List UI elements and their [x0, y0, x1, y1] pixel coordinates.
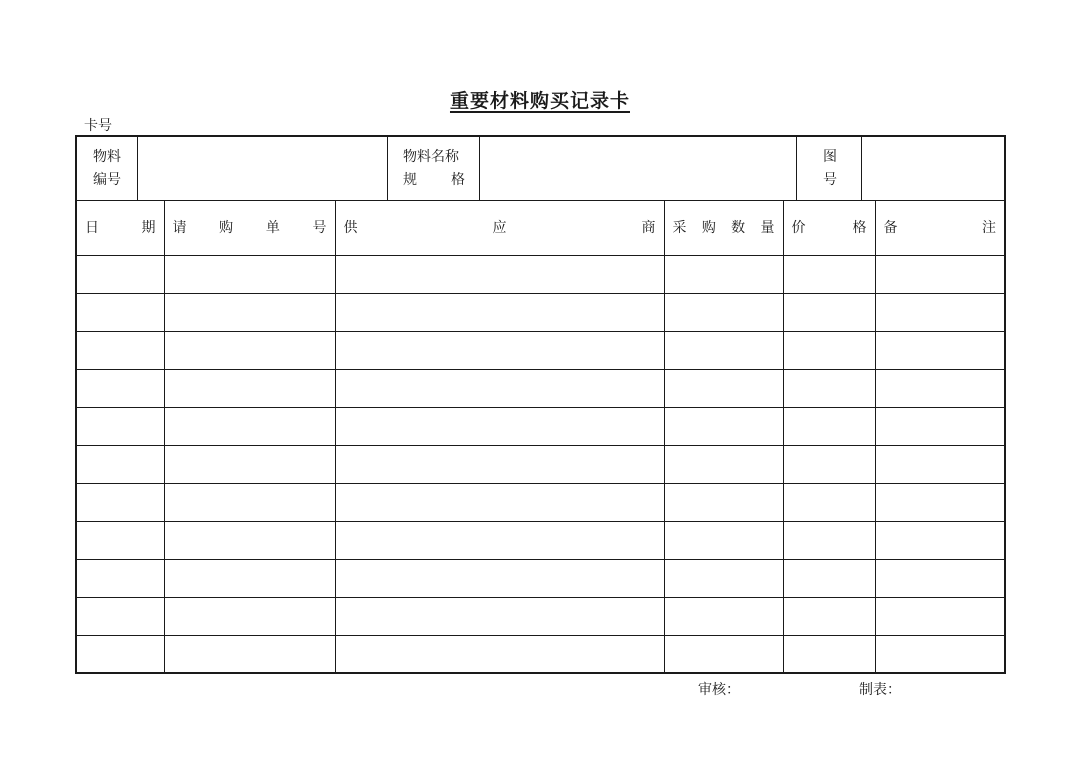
- date-cell[interactable]: [77, 407, 164, 445]
- remarks-cell[interactable]: [875, 331, 1004, 369]
- table-row: [77, 483, 1004, 521]
- table-row: [77, 521, 1004, 559]
- price-cell[interactable]: [783, 635, 875, 673]
- header-char: 购: [701, 220, 716, 237]
- date-cell[interactable]: [77, 293, 164, 331]
- date-cell[interactable]: [77, 521, 164, 559]
- header-char: 数: [731, 220, 746, 237]
- header-char: 请: [172, 220, 187, 237]
- column-header-row: [77, 200, 1004, 255]
- supplier-cell[interactable]: [335, 635, 664, 673]
- remarks-cell[interactable]: [875, 597, 1004, 635]
- spec-char: 格: [451, 172, 465, 188]
- price-cell[interactable]: [783, 407, 875, 445]
- header-char: 商: [641, 220, 656, 237]
- price-cell[interactable]: [783, 331, 875, 369]
- column-header-date: [77, 200, 164, 255]
- column-header-remarks: [875, 200, 1004, 255]
- divider: [387, 137, 388, 200]
- header-char: 日: [85, 220, 99, 237]
- material-code-field[interactable]: [138, 137, 387, 200]
- date-cell[interactable]: [77, 635, 164, 673]
- requisition-number-cell[interactable]: [164, 369, 335, 407]
- table-row: [77, 407, 1004, 445]
- table-row: [77, 635, 1004, 673]
- requisition-number-cell[interactable]: [164, 635, 335, 673]
- purchase-records-grid: [77, 200, 1004, 673]
- supplier-cell[interactable]: [335, 483, 664, 521]
- purchase-quantity-cell[interactable]: [664, 521, 783, 559]
- supplier-cell[interactable]: [335, 407, 664, 445]
- header-fields-row: [77, 137, 1004, 201]
- record-card-table: [75, 135, 1006, 674]
- purchase-quantity-cell[interactable]: [664, 293, 783, 331]
- header-char: 购: [219, 220, 234, 237]
- purchase-quantity-cell[interactable]: [664, 635, 783, 673]
- remarks-cell[interactable]: [875, 293, 1004, 331]
- supplier-cell[interactable]: [335, 559, 664, 597]
- review-label: 审核：: [698, 682, 740, 698]
- purchase-quantity-cell[interactable]: [664, 597, 783, 635]
- requisition-number-cell[interactable]: [164, 293, 335, 331]
- price-cell[interactable]: [783, 369, 875, 407]
- price-cell[interactable]: [783, 521, 875, 559]
- material-name-spec-label: 物料名称 规 格: [403, 146, 465, 192]
- date-cell[interactable]: [77, 483, 164, 521]
- purchase-quantity-cell[interactable]: [664, 255, 783, 293]
- remarks-cell[interactable]: [875, 407, 1004, 445]
- header-char: 价: [791, 220, 806, 237]
- price-cell[interactable]: [783, 559, 875, 597]
- document-title: 重要材料购买记录卡: [449, 90, 630, 112]
- purchase-quantity-cell[interactable]: [664, 369, 783, 407]
- material-code-label: 物料 编号: [93, 149, 121, 188]
- table-row: [77, 597, 1004, 635]
- supplier-cell[interactable]: [335, 445, 664, 483]
- requisition-number-cell[interactable]: [164, 559, 335, 597]
- column-header-purchase-quantity: [664, 200, 783, 255]
- header-char: 期: [141, 220, 156, 237]
- card-number-label: 卡号: [84, 118, 112, 134]
- column-header-price: [783, 200, 875, 255]
- table-row: [77, 559, 1004, 597]
- header-char: 单: [265, 220, 280, 237]
- remarks-cell[interactable]: [875, 445, 1004, 483]
- supplier-cell[interactable]: [335, 597, 664, 635]
- purchase-quantity-cell[interactable]: [664, 331, 783, 369]
- header-char: 量: [760, 220, 775, 237]
- spec-char: 规: [403, 172, 417, 188]
- header-char: 应: [492, 220, 507, 237]
- divider: [796, 137, 797, 200]
- spec-label: [403, 169, 465, 192]
- material-name-spec-field[interactable]: [480, 137, 796, 200]
- purchase-quantity-cell[interactable]: [664, 445, 783, 483]
- purchase-quantity-cell[interactable]: [664, 407, 783, 445]
- remarks-cell[interactable]: [875, 521, 1004, 559]
- header-char: 格: [852, 220, 867, 237]
- date-cell[interactable]: [77, 597, 164, 635]
- header-char: 备: [883, 220, 898, 237]
- price-cell[interactable]: [783, 255, 875, 293]
- drawing-no-label: 图 号: [823, 149, 837, 188]
- date-cell[interactable]: [77, 255, 164, 293]
- supplier-cell[interactable]: [335, 521, 664, 559]
- remarks-cell[interactable]: [875, 635, 1004, 673]
- requisition-number-cell[interactable]: [164, 521, 335, 559]
- column-header-supplier: [335, 200, 664, 255]
- header-char: 号: [312, 220, 327, 237]
- requisition-number-cell[interactable]: [164, 483, 335, 521]
- date-cell[interactable]: [77, 445, 164, 483]
- remarks-cell[interactable]: [875, 559, 1004, 597]
- remarks-cell[interactable]: [875, 255, 1004, 293]
- remarks-cell[interactable]: [875, 369, 1004, 407]
- requisition-number-cell[interactable]: [164, 445, 335, 483]
- requisition-number-cell[interactable]: [164, 331, 335, 369]
- supplier-cell[interactable]: [335, 255, 664, 293]
- column-header-requisition-number: [164, 200, 335, 255]
- table-row: [77, 445, 1004, 483]
- supplier-cell[interactable]: [335, 331, 664, 369]
- prepared-by-label: 制表：: [859, 682, 901, 698]
- header-char: 供: [343, 220, 358, 237]
- table-row: [77, 331, 1004, 369]
- header-char: 注: [982, 220, 996, 237]
- table-row: [77, 293, 1004, 331]
- remarks-cell[interactable]: [875, 483, 1004, 521]
- supplier-cell[interactable]: [335, 293, 664, 331]
- purchase-quantity-cell[interactable]: [664, 559, 783, 597]
- header-char: 采: [672, 220, 687, 237]
- table-row: [77, 255, 1004, 293]
- price-cell[interactable]: [783, 293, 875, 331]
- requisition-number-cell[interactable]: [164, 407, 335, 445]
- price-cell[interactable]: [783, 483, 875, 521]
- date-cell[interactable]: [77, 369, 164, 407]
- supplier-cell[interactable]: [335, 369, 664, 407]
- drawing-no-field[interactable]: [862, 137, 1004, 200]
- requisition-number-cell[interactable]: [164, 597, 335, 635]
- requisition-number-cell[interactable]: [164, 255, 335, 293]
- table-row: [77, 369, 1004, 407]
- price-cell[interactable]: [783, 445, 875, 483]
- purchase-quantity-cell[interactable]: [664, 483, 783, 521]
- date-cell[interactable]: [77, 559, 164, 597]
- date-cell[interactable]: [77, 331, 164, 369]
- price-cell[interactable]: [783, 597, 875, 635]
